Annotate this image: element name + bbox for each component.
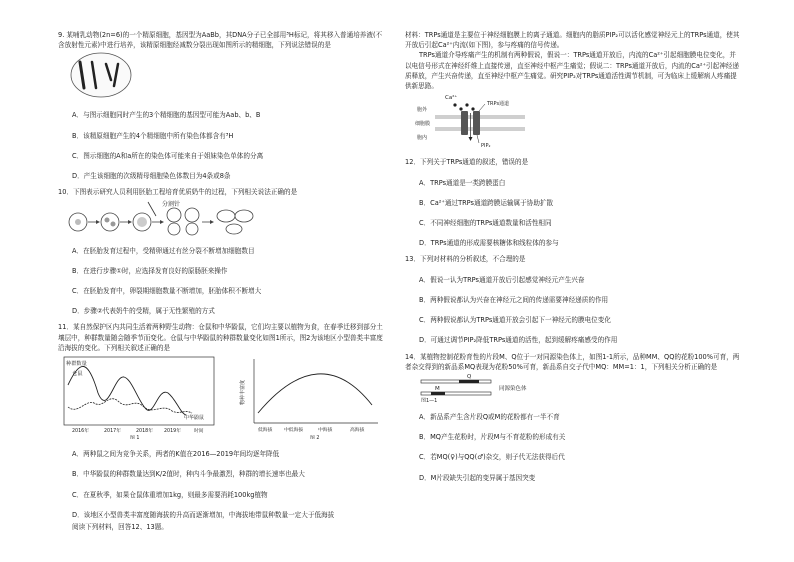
q11-fig2-xtick-mid: 中海拔 — [318, 428, 333, 434]
q9-options — [58, 110, 388, 181]
q10-figure — [66, 198, 388, 236]
q13-option-d: D．可通过调节PIP₂降低TRPs通道的活性，起到缓解疼痛感受的作用 — [419, 336, 618, 345]
reading-instruction: 阅读下列材料，回答12、13题。 — [72, 522, 168, 531]
right-column — [405, 30, 740, 483]
q10-option-c: C．在胚胎发育中，卵裂期细胞数量不断增加，胚胎体积不断增大 — [72, 286, 262, 295]
q10-option-a: A．在胚胎发育过程中，受精卵通过有丝分裂不断增加细胞数目 — [72, 246, 255, 255]
q9-cell-diagram — [66, 50, 136, 100]
q11-fig1-series1: 仓鼠 — [72, 371, 83, 378]
q11-fig2-xtick-midlow: 中低海拔 — [284, 428, 304, 434]
q11-fig2-xtick-high: 高海拔 — [350, 428, 365, 434]
q12-options — [405, 178, 740, 249]
trps-channel-diagram — [415, 91, 535, 151]
material-paragraph-2: TRPs通道介导疼痛产生的机制有两种假说，假说一：TRPs通道开放后，内流的Ca²⁺引起细胞膜电位变化，并以电信号形式在神经纤维上直接传递，直至神经中枢产生痛觉；假说二：TRPs通道开放后，内流的Ca²⁺引起神经递质释放，产生兴奋传递，直至神经中枢产生痛觉。研究PIP₂对TRPs通道活性调节机制，可为临床上缓解病人疼痛提供新思路。 — [405, 51, 739, 91]
q11-stem: 11．某自然保护区内共同生活着两种野生动物：仓鼠和中华鼢鼠，它们均主要以植物为食，在春季迁移到部分土壤层中，种群数量随会随季节而变化。仓鼠与中华鼢鼠的种群数量变化如图1所示，图2为该地区小型兽类丰富度沿海拔的变化。下列相关叙述正确的是 — [58, 323, 383, 352]
q14-option-d: D．M片段缺失引起的变异属于基因突变 — [419, 473, 536, 482]
q10-embryo-diagram — [66, 198, 266, 236]
q10-stem: 10．下图表示研究人员利用胚胎工程培育优质奶牛的过程，下列相关说法正确的是 — [58, 188, 298, 197]
q11-options — [58, 449, 388, 520]
q13-option-a: A．假说一认为TRPs通道开放后引起感觉神经元产生兴奋 — [419, 275, 585, 284]
q12-option-b: B．Ca²⁺通过TRPs通道跨膜运输属于协助扩散 — [419, 198, 554, 207]
trps-figure — [415, 91, 740, 151]
q9-option-d: D．产生该细胞的次级精母细胞染色体数目为4条或8条 — [72, 172, 231, 181]
trps-figure-ion-label: Ca²⁺ — [445, 95, 458, 102]
q10-option-b: B．在进行步骤①时，应选择发育良好的原肠胚来操作 — [72, 266, 228, 275]
q12-option-d: D．TRPs通道的形成需要核糖体和线粒体的参与 — [419, 239, 559, 248]
left-column — [58, 30, 388, 532]
q10-options — [58, 246, 388, 317]
trps-figure-membrane-label: 细胞膜 — [415, 121, 431, 128]
q11-fig2-xtick-low: 低海拔 — [258, 428, 273, 434]
q14-option-c: C．若MQ(♀)与QQ(♂)杂交，则子代无法获得后代 — [419, 453, 565, 462]
q11-fig1-year-2016: 2016年 — [72, 429, 90, 435]
q11-fig1-ylabel: 种群数量 — [66, 361, 87, 368]
q13-stem: 13．下列对材料的分析叙述，不合理的是 — [405, 255, 526, 264]
q11-figure-svg — [58, 353, 388, 439]
q11-option-d: D．该地区小型兽类丰富度随海拔的升高而逐渐增加，中海拔地带鼠种数量一定大于低海拔 — [72, 510, 335, 519]
q11-fig2-caption: 图 2 — [310, 436, 320, 440]
q12-option-a: A．TRPs通道是一类跨膜蛋白 — [419, 178, 506, 187]
q14-option-a: A．新品系产生含片段Q或M的花粉都有一半不育 — [419, 412, 560, 421]
q9-option-a: A．与图示细胞同时产生的3个精细胞的基因型可能为Aab、b、B — [72, 111, 261, 120]
q14-figure — [415, 372, 740, 402]
q10-option-d: D．步骤②代表奶牛的受精，属于无性繁殖的方式 — [72, 307, 215, 316]
q14-figure-m-label: M — [435, 385, 440, 392]
q11-fig1-xlabel: 时间 — [194, 429, 204, 435]
q11-fig1-year-2017: 2017年 — [104, 429, 122, 435]
q11-fig1-year-2018: 2018年 — [136, 429, 154, 435]
q14-options — [405, 412, 740, 483]
q12-stem: 12．下列关于TRPs通道的叙述，错误的是 — [405, 158, 529, 167]
trps-figure-lipid-label: PIP₂ — [481, 143, 491, 150]
q9-figure — [66, 50, 388, 100]
q11-fig1-year-2019: 2019年 — [164, 429, 182, 435]
q12-option-c: C．不同神经细胞的TRPs通道数量和活性相同 — [419, 218, 552, 227]
q10-figure-label: 分割针 — [162, 200, 181, 208]
q14-figure-q-label: Q — [467, 373, 472, 380]
q11-fig1-series2: 中华鼢鼠 — [184, 415, 205, 422]
q11-option-b: B．中华鼢鼠的种群数量达到K/2值时，种内斗争最激烈，种群的增长速率也最大 — [72, 470, 305, 479]
q13-options — [405, 275, 740, 346]
q11-fig2-ylabel: 物种丰富度 — [240, 380, 246, 406]
trps-figure-outside-label: 胞外 — [417, 107, 428, 114]
q14-figure-caption: 图1—1 — [421, 397, 438, 402]
q11-option-c: C．在夏秋季，如果仓鼠体重增加1kg，则最多需要消耗100kg植物 — [72, 490, 268, 499]
q9-option-c: C．图示细胞的A和a所在的染色体可能来自于姐妹染色单体的分离 — [72, 151, 264, 160]
q14-stem: 14．某植物控制花粉育性的片段M、Q位于一对同源染色体上，如图1-1所示，品种MM、QQ的花粉100%可育，两者杂交得到的新品系MQ表现为花粉50%可育，新品系自交子代中MQ：MM=1：1，下列相关分析正确的是 — [405, 352, 740, 371]
q11-option-a: A．两种鼠之间为竞争关系，两者的K值在2016—2019年间均逐年降低 — [72, 450, 280, 459]
trps-figure-channel-label: TRPs通道 — [487, 101, 510, 108]
chromosome-diagram — [415, 372, 555, 402]
q13-option-b: B．两种假说都认为兴奋在神经元之间的传递需要神经递质的作用 — [419, 295, 609, 304]
q9-option-b: B．该精原细胞产生的4个精细胞中所有染色体都含有³H — [72, 131, 234, 140]
q11-fig1-caption: 图 1 — [130, 436, 140, 440]
q14-option-b: B．MQ产生花粉时，片段M与不育花粉的形成有关 — [419, 433, 566, 442]
material-paragraph-1: 材料：TRPs通道是主要位于神经细胞膜上的离子通道。细胞内的脂质PIP₂可以活化感觉神经元上的TRPs通道，使其开放后引起Ca²⁺内流(如下图)，参与疼痛的信号传递。 — [405, 31, 740, 50]
q13-option-c: C．两种假说都认为TRPs通道开放会引起下一神经元的膜电位变化 — [419, 316, 611, 325]
trps-figure-inside-label: 胞内 — [417, 135, 428, 142]
q14-figure-label: 同源染色体 — [499, 385, 527, 392]
q9-stem: 9. 某哺乳动物(2n=6)的一个精原细胞，基因型为AaBb，其DNA分子已全部用³H标记，将其移入普通培养液(不含放射性元素)中进行培养，该精原细胞经减数分裂出现如图所示的精细胞，下列说法错误的是 — [58, 31, 383, 50]
q11-figures — [58, 353, 388, 439]
